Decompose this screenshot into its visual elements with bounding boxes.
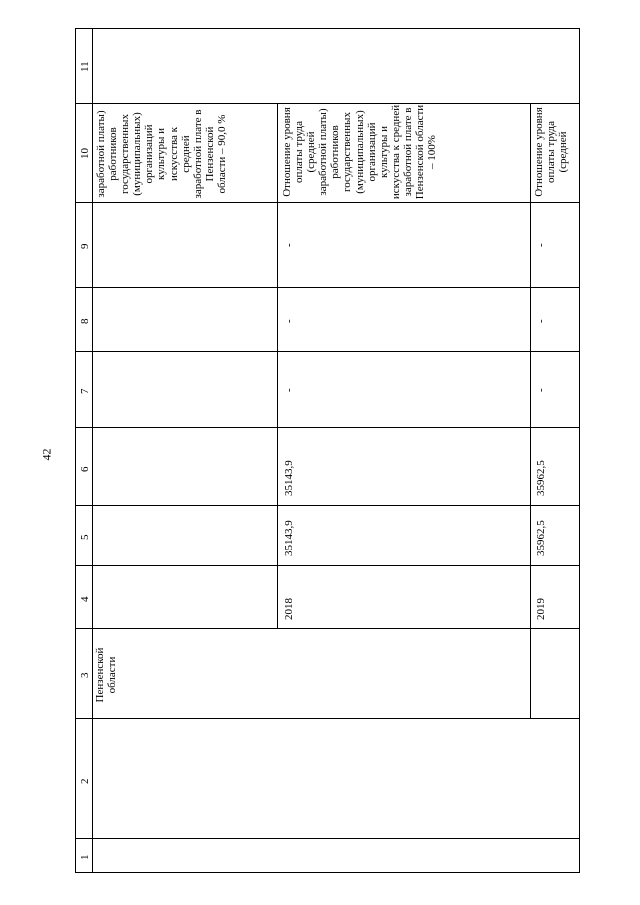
- row-divider-1: [277, 103, 278, 628]
- row-2018-col9: -: [283, 243, 295, 247]
- header-cell-5: 5: [79, 534, 91, 540]
- col10-text-2: Отношение уровня оплаты труда (средней заработной платы) работников государственных (муниципальных) организаций культуры и искусства к средней заработной плате в Пензенской области – 100%: [281, 104, 439, 200]
- row-2019-year: 2019: [535, 598, 547, 620]
- col-divider-10-9: [75, 202, 580, 203]
- data-table: [75, 28, 580, 873]
- header-cell-7: 7: [79, 388, 91, 394]
- row-divider-2: [530, 103, 531, 718]
- header-separator: [92, 28, 93, 873]
- header-cell-3: 3: [79, 672, 91, 678]
- header-cell-4: 4: [79, 596, 91, 602]
- row-2018-col6: 35143,9: [283, 460, 295, 496]
- col10-text-3: Отношение уровня оплаты труда (средней: [533, 107, 570, 197]
- col-divider-2-1: [75, 838, 580, 839]
- row-2018-col7: -: [283, 388, 295, 392]
- header-cell-11: 11: [79, 61, 91, 72]
- header-cell-6: 6: [79, 466, 91, 472]
- col-divider-9-8: [75, 287, 580, 288]
- col-divider-5-4: [75, 565, 580, 566]
- row-2018-col5: 35143,9: [283, 520, 295, 556]
- page-number: 42: [39, 448, 54, 461]
- row-2018-year: 2018: [283, 598, 295, 620]
- header-cell-2: 2: [79, 778, 91, 784]
- row-2019-col7: -: [535, 388, 547, 392]
- col-divider-4-3: [75, 628, 580, 629]
- row-2019-col9: -: [535, 243, 547, 247]
- header-cell-1: 1: [79, 854, 91, 860]
- row-2019-col8: -: [535, 319, 547, 323]
- table-border-bottom: [75, 872, 580, 873]
- table-border-right: [579, 28, 580, 873]
- col10-text-1: заработной платы) работников государственных (муниципальных) организаций культуры и искусства к средней заработной плате в Пензенской области – 90,0 %: [95, 109, 228, 199]
- table-border-top: [75, 28, 580, 29]
- region-cell: Пензенской области: [94, 647, 119, 703]
- col-divider-6-5: [75, 505, 580, 506]
- col-divider-3-2: [75, 718, 580, 719]
- header-cell-8: 8: [79, 318, 91, 324]
- row-2018-col8: -: [283, 319, 295, 323]
- row-2019-col6: 35962,5: [535, 460, 547, 496]
- header-cell-10: 10: [79, 148, 91, 159]
- col-divider-7-6: [75, 427, 580, 428]
- col-divider-8-7: [75, 351, 580, 352]
- table-border-left: [75, 28, 76, 873]
- header-cell-9: 9: [79, 243, 91, 249]
- row-2019-col5: 35962,5: [535, 520, 547, 556]
